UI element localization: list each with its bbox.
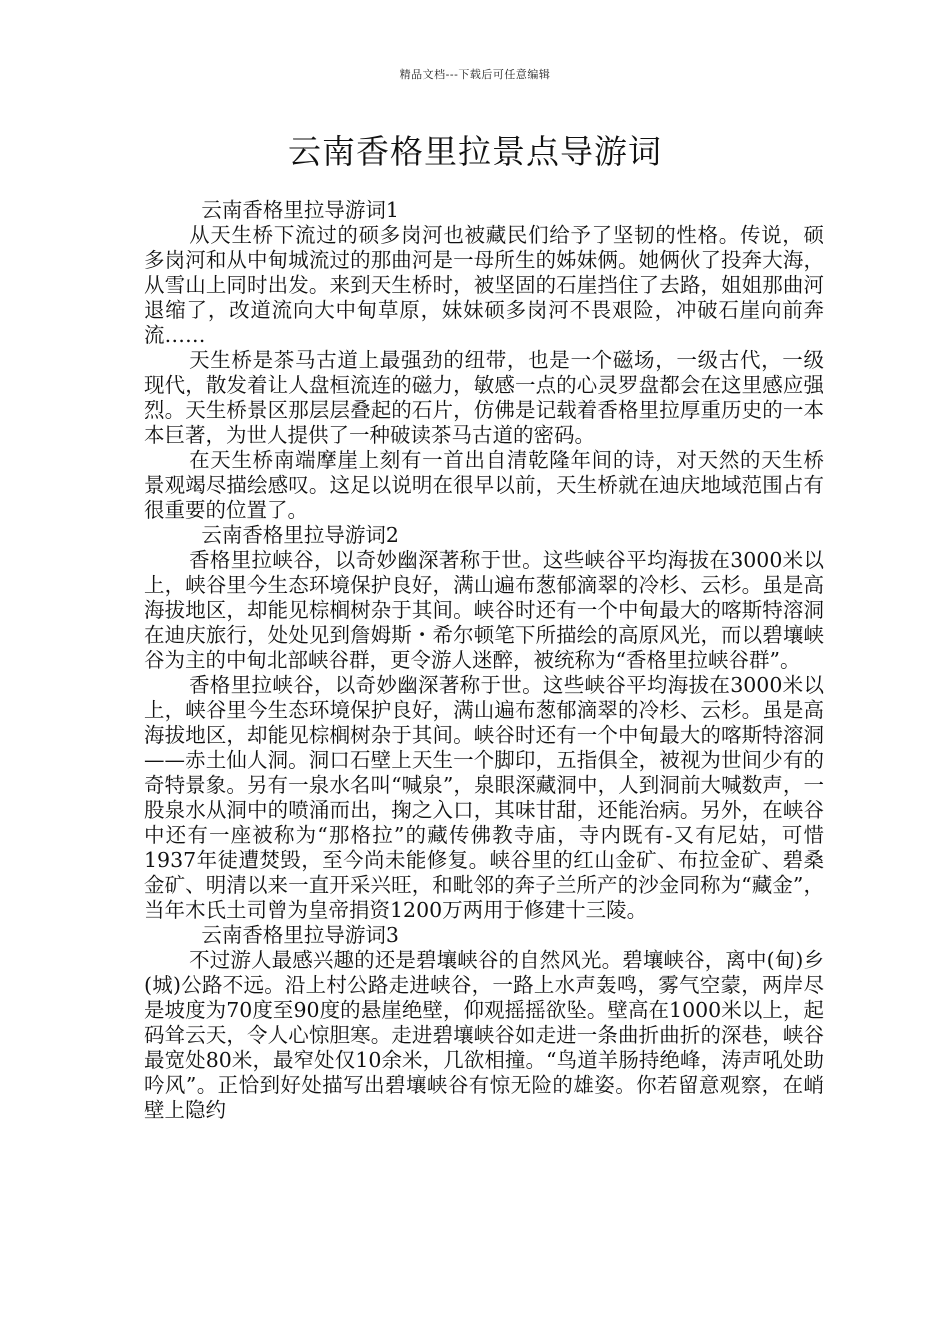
page-header-note: 精品文档---下载后可任意编辑 [399, 68, 551, 81]
document-body [144, 198, 824, 1123]
section-heading-3: 云南香格里拉导游词3 [201, 923, 399, 947]
section-heading-1: 云南香格里拉导游词1 [201, 198, 399, 222]
body-paragraph: 不过游人最感兴趣的还是碧壤峡谷的自然风光。碧壤峡谷，离中(甸)乡(城)公路不远。沿上村公路走进峡谷，一路上水声轰鸣，雾气空蒙，两岸尽是坡度为70度至90度的悬崖绝壁，仰观摇摇欲坠。壁高在1000米以上，起码耸云天，令人心惊胆寒。走进碧壤峡谷如走进一条曲折曲折的深巷，峡谷最宽处80米，最窄处仅10余米，几欲相撞。“鸟道羊肠持绝峰，涛声吼处助吟风”。正恰到好处描写出碧壤峡谷有惊无险的雄姿。你若留意观察，在峭壁上隐约 [144, 948, 824, 1122]
section-heading-2: 云南香格里拉导游词2 [201, 523, 399, 547]
body-paragraph: 天生桥是茶马古道上最强劲的纽带，也是一个磁场，一级古代，一级现代，散发着让人盘桓流连的磁力，敏感一点的心灵罗盘都会在这里感应强烈。天生桥景区那层层叠起的石片，仿佛是记载着香格里拉厚重历史的一本本巨著，为世人提供了一种破读茶马古道的密码。 [144, 348, 824, 447]
body-paragraph: 香格里拉峡谷，以奇妙幽深著称于世。这些峡谷平均海拔在3000米以上，峡谷里今生态环境保护良好，满山遍布葱郁滴翠的冷杉、云杉。虽是高海拔地区，却能见棕榈树杂于其间。峡谷时还有一个中甸最大的喀斯特溶洞在迪庆旅行，处处见到詹姆斯・希尔顿笔下所描绘的高原风光，而以碧壤峡谷为主的中甸北部峡谷群，更令游人迷醉，被统称为“香格里拉峡谷群”。 [144, 548, 824, 672]
document-title: 云南香格里拉景点导游词 [288, 132, 662, 171]
body-paragraph: 香格里拉峡谷，以奇妙幽深著称于世。这些峡谷平均海拔在3000米以上，峡谷里今生态环境保护良好，满山遍布葱郁滴翠的冷杉、云杉。虽是高海拔地区，却能见棕榈树杂于其间。峡谷时还有一个中甸最大的喀斯特溶洞——赤土仙人洞。洞口石壁上天生一个脚印，五指俱全，被视为世间少有的奇特景象。另有一泉水名叫“喊泉”，泉眼深藏洞中，人到洞前大喊数声，一股泉水从洞中的喷涌而出，掬之入口，其味甘甜，还能治病。另外，在峡谷中还有一座被称为“那格拉”的藏传佛教寺庙，寺内既有-又有尼姑，可惜1937年徒遭焚毁，至今尚未能修复。峡谷里的红山金矿、布拉金矿、碧桑金矿、明清以来一直开采兴旺，和毗邻的奔子兰所产的沙金同称为“藏金”，当年木氏土司曾为皇帝捐资1200万两用于修建十三陵。 [144, 673, 824, 922]
body-paragraph: 在天生桥南端摩崖上刻有一首出自清乾隆年间的诗，对天然的天生桥景观竭尽描绘感叹。这足以说明在很早以前，天生桥就在迪庆地域范围占有很重要的位置了。 [144, 448, 824, 522]
body-paragraph: 从天生桥下流过的硕多岗河也被藏民们给予了坚韧的性格。传说，硕多岗河和从中甸城流过的那曲河是一母所生的姊妹俩。她俩伙了投奔大海，从雪山上同时出发。来到天生桥时，被坚固的石崖挡住了去路，姐姐那曲河退缩了，改道流向大中甸草原，妹妹硕多岗河不畏艰险，冲破石崖向前奔流…… [144, 223, 824, 347]
